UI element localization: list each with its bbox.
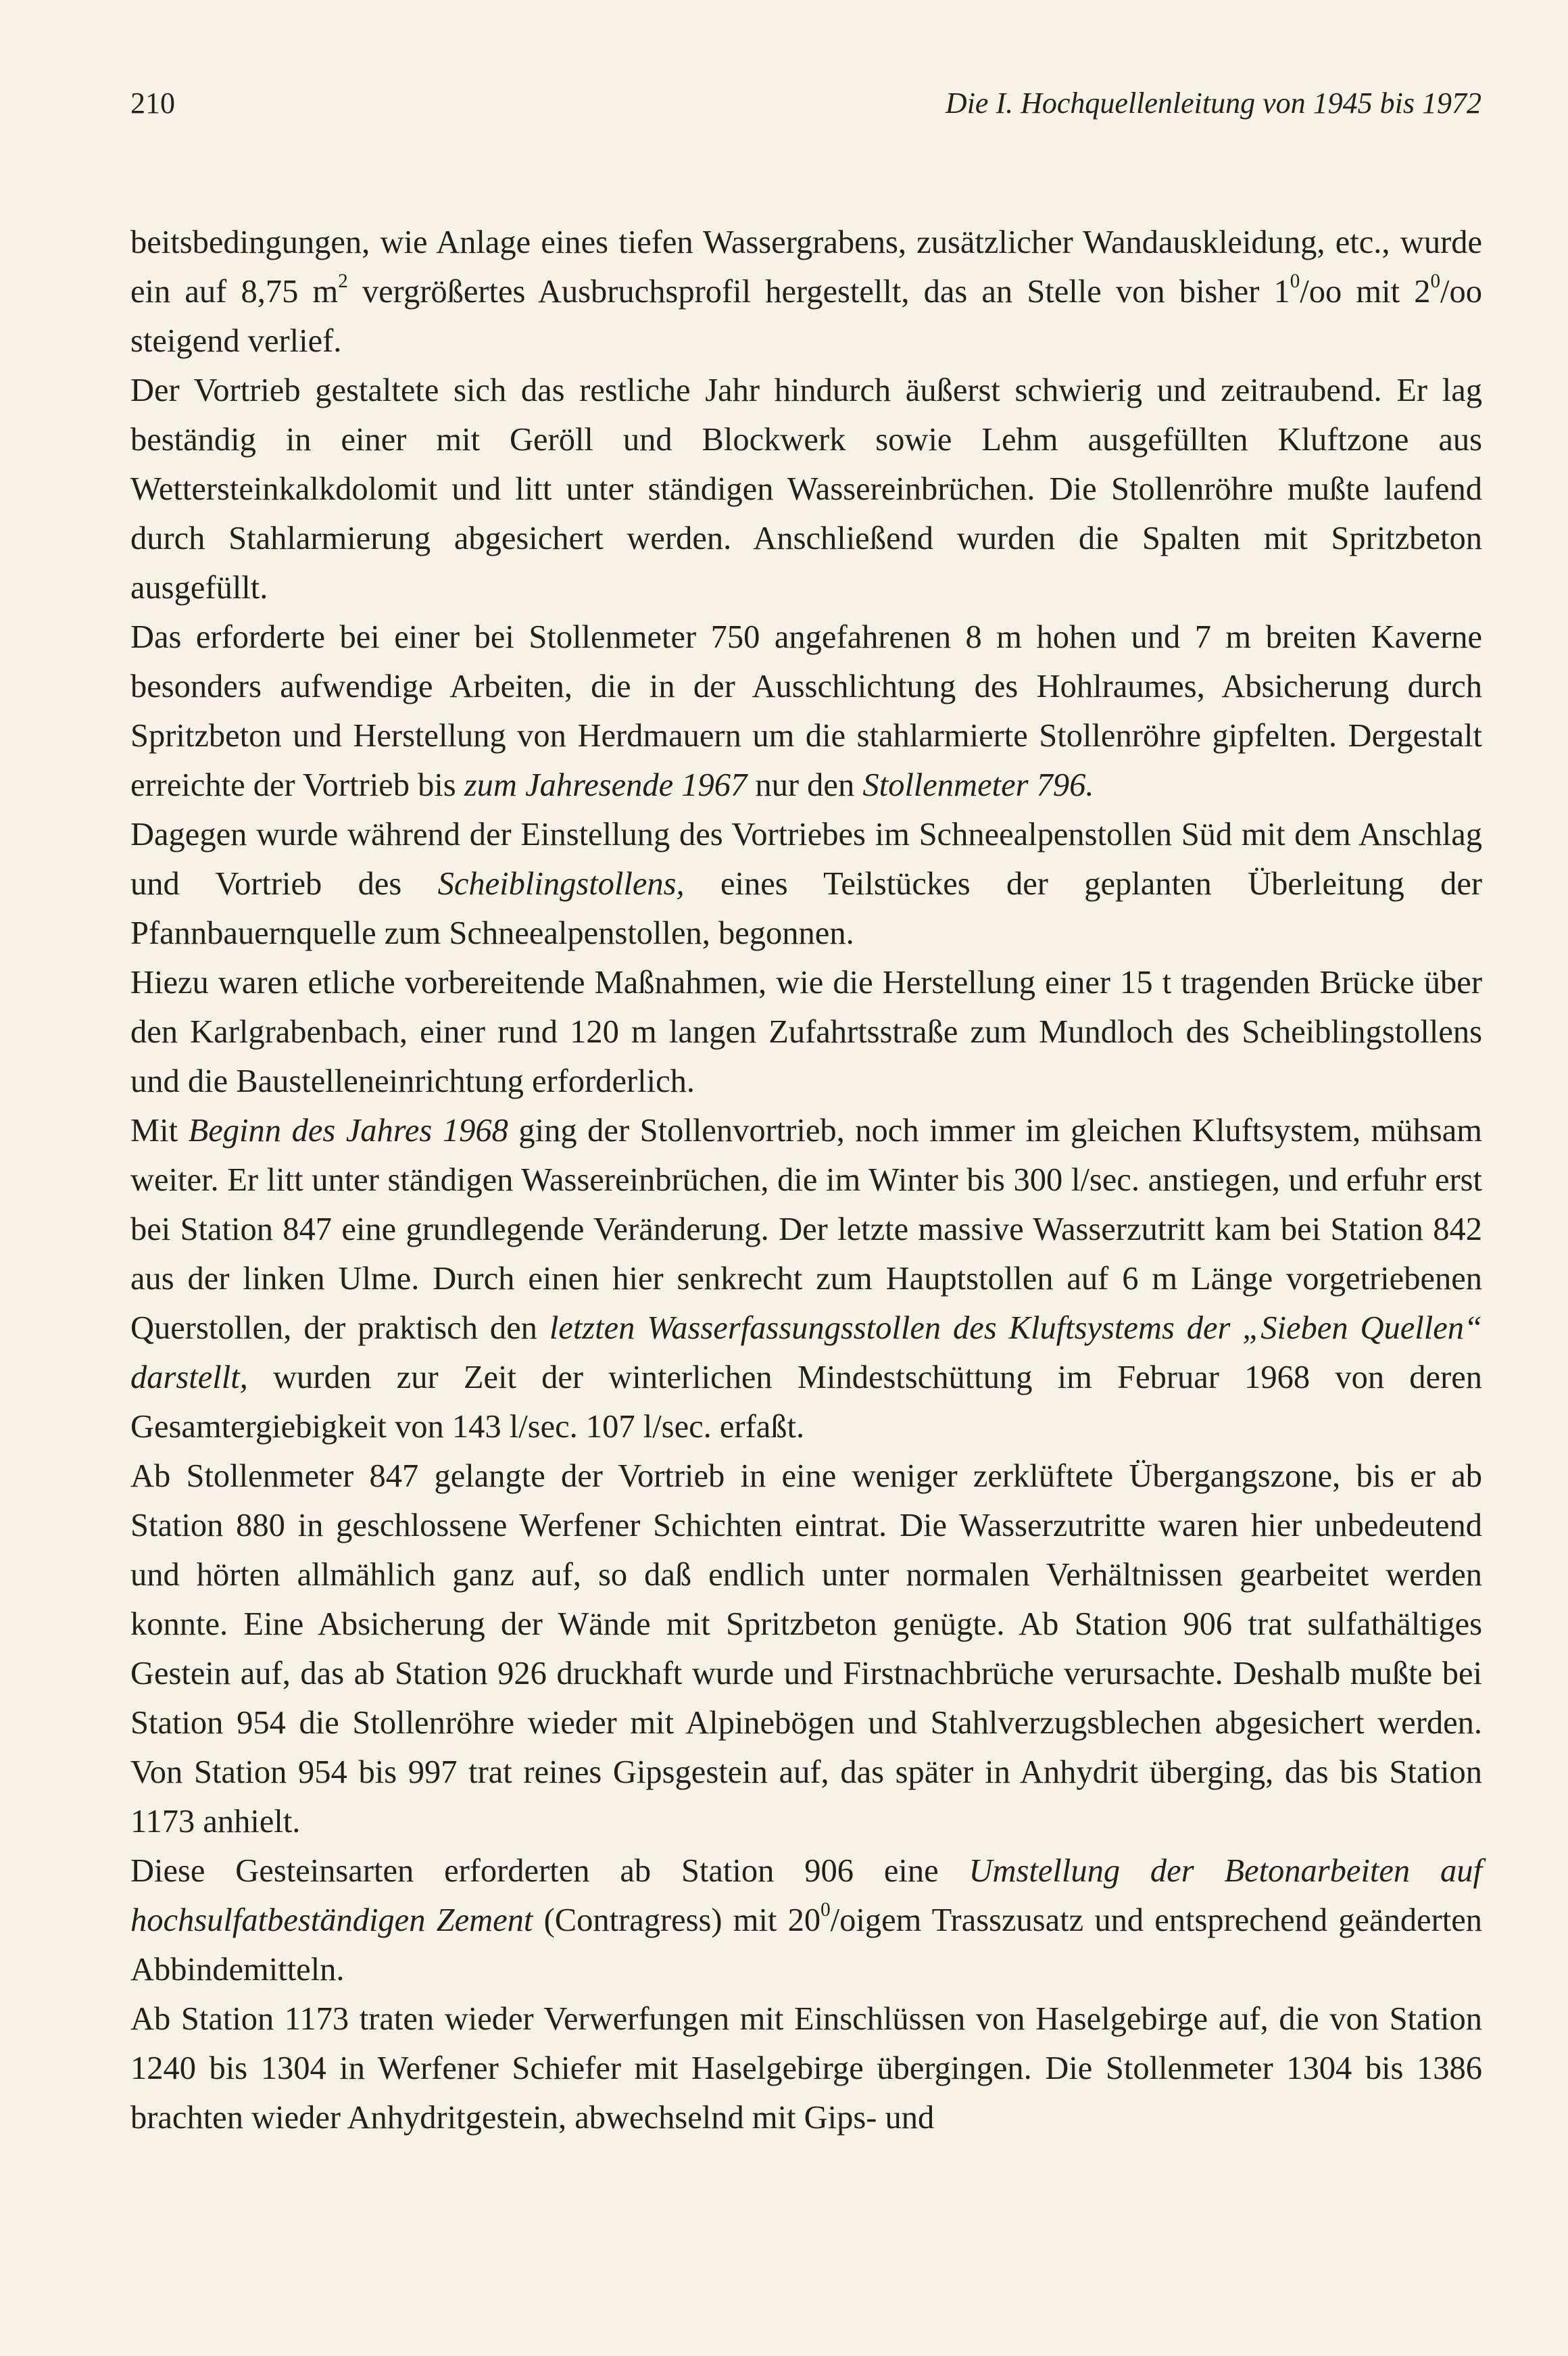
text-run: Diese Gesteinsarten erforderten ab Station 906 eine	[130, 1853, 969, 1889]
page-number: 210	[130, 87, 175, 120]
text-run: /oo steigend verlief.	[130, 274, 1482, 359]
page-header	[130, 80, 1481, 127]
text-run: eines Teilstückes der geplanten Überleitung der Pfannbauernquelle zum Schneealpenstollen, begonnen.	[130, 866, 1482, 951]
paragraph-7: Ab Stollenmeter 847 gelangte der Vortrieb in eine weniger zerklüftete Übergangszone, bis er ab Station 880 in geschlossene Werfener Schichten eintrat. Die Wasserzutritte waren hier unbedeutend und hörten allmählich ganz auf, so daß endlich unter normalen Verhältnissen gearbeitet werden konnte. Eine Absicherung der Wände mit Spritzbeton genügte. Ab Station 906 trat sulfathältiges Gestein auf, das ab Station 926 druckhaft wurde und Firstnachbrüche verursachte. Deshalb mußte bei Station 954 die Stollenröhre wieder mit Alpinebögen und Stahlverzugsblechen abgesichert werden. Von Station 954 bis 997 trat reines Gipsgestein auf, das später in Anhydrit überging, das bis Station 1173 anhielt.	[130, 1458, 1482, 1840]
text-run: vergrößertes Ausbruchsprofil hergestellt, das an Stelle von bisher 1	[347, 274, 1290, 310]
superscript: 2	[338, 270, 348, 293]
emphasis: Scheiblingstollens,	[437, 866, 685, 902]
text-run: Dagegen wurde während der Einstellung des Vortriebes im Schneealpenstollen Süd mit dem Anschlag und Vortrieb des	[130, 817, 1482, 902]
running-title: Die I. Hochquellenleitung von 1945 bis 1972	[945, 87, 1481, 120]
paragraph-4	[130, 810, 1482, 958]
paragraph-6	[130, 1106, 1482, 1451]
text-run: (Contragress) mit 20	[533, 1902, 821, 1938]
paragraph-3	[130, 612, 1482, 810]
paragraph-1	[130, 218, 1482, 366]
text-run: Das erforderte bei einer bei Stollenmeter 750 angefahrenen 8 m hohen und 7 m breiten Kaverne besonders aufwendige Arbeiten, die in der Ausschlichtung des Hohlraumes, Absicherung durch Spritzbeton und Herstellung von Herdmauern um die stahlarmierte Stollenröhre gipfelten. Dergestalt erreichte der Vortrieb bis	[130, 619, 1482, 803]
emphasis: zum Jahresende 1967	[464, 767, 748, 803]
emphasis: Beginn des Jahres 1968	[188, 1113, 508, 1149]
text-run: /oo mit 2	[1300, 274, 1431, 310]
text-run: /oigem Trasszusatz und entsprechend geänderten Abbindemitteln.	[130, 1902, 1482, 1988]
paragraph-9: Ab Station 1173 traten wieder Verwerfungen mit Einschlüssen von Haselgebirge auf, die von Station 1240 bis 1304 in Werfener Schiefer mit Haselgebirge übergingen. Die Stollenmeter 1304 bis 1386 brachten wieder Anhydritgestein, abwechselnd mit Gips- und	[130, 2001, 1482, 2136]
emphasis: Stollenmeter 796.	[862, 767, 1094, 803]
text-run: wurden zur Zeit der winterlichen Mindestschüttung im Februar 1968 von deren Gesamtergiebigkeit von 143 l/sec. 107 l/sec. erfaßt.	[130, 1360, 1482, 1445]
paragraph-8	[130, 1846, 1482, 1994]
paragraph-2: Der Vortrieb gestaltete sich das restliche Jahr hindurch äußerst schwierig und zeitraubend. Er lag beständig in einer mit Geröll und Blockwerk sowie Lehm ausgefüllten Kluftzone aus Wettersteinkalkdolomit und litt unter ständigen Wassereinbrüchen. Die Stollenröhre mußte laufend durch Stahlarmierung abgesichert werden. Anschließend wurden die Spalten mit Spritzbeton ausgefüllt.	[130, 372, 1482, 606]
superscript: 0	[1430, 270, 1441, 293]
emphasis: letzten Wasserfassungsstollen des Kluftsystems der „Sieben Quellen“ darstellt,	[130, 1310, 1482, 1395]
text-run: nur den	[747, 767, 863, 803]
body-text	[130, 218, 1482, 2142]
text-run: Mit	[130, 1113, 189, 1149]
emphasis: Umstellung der Betonarbeiten auf hochsulfatbeständigen Zement	[130, 1853, 1482, 1938]
text-run: ging der Stollenvortrieb, noch immer im gleichen Kluftsystem, mühsam weiter. Er litt unter ständigen Wassereinbrüchen, die im Winter bis 300 l/sec. anstiegen, und erfuhr erst bei Station 847 eine grundlegende Veränderung. Der letzte massive Wasserzutritt kam bei Station 842 aus der linken Ulme. Durch einen hier senkrecht zum Hauptstollen auf 6 m Länge vorgetriebenen Querstollen, der praktisch den	[130, 1113, 1483, 1346]
paragraph-5: Hiezu waren etliche vorbereitende Maßnahmen, wie die Herstellung einer 15 t tragenden Brücke über den Karlgrabenbach, einer rund 120 m langen Zufahrtsstraße zum Mundloch des Scheiblingstollens und die Baustelleneinrichtung erforderlich.	[130, 965, 1482, 1099]
superscript: 0	[1290, 270, 1300, 293]
superscript: 0	[820, 1899, 831, 1921]
text-run: beitsbedingungen, wie Anlage eines tiefen Wassergrabens, zusätzlicher Wandauskleidung, etc., wurde ein auf 8,75 m	[130, 224, 1482, 310]
